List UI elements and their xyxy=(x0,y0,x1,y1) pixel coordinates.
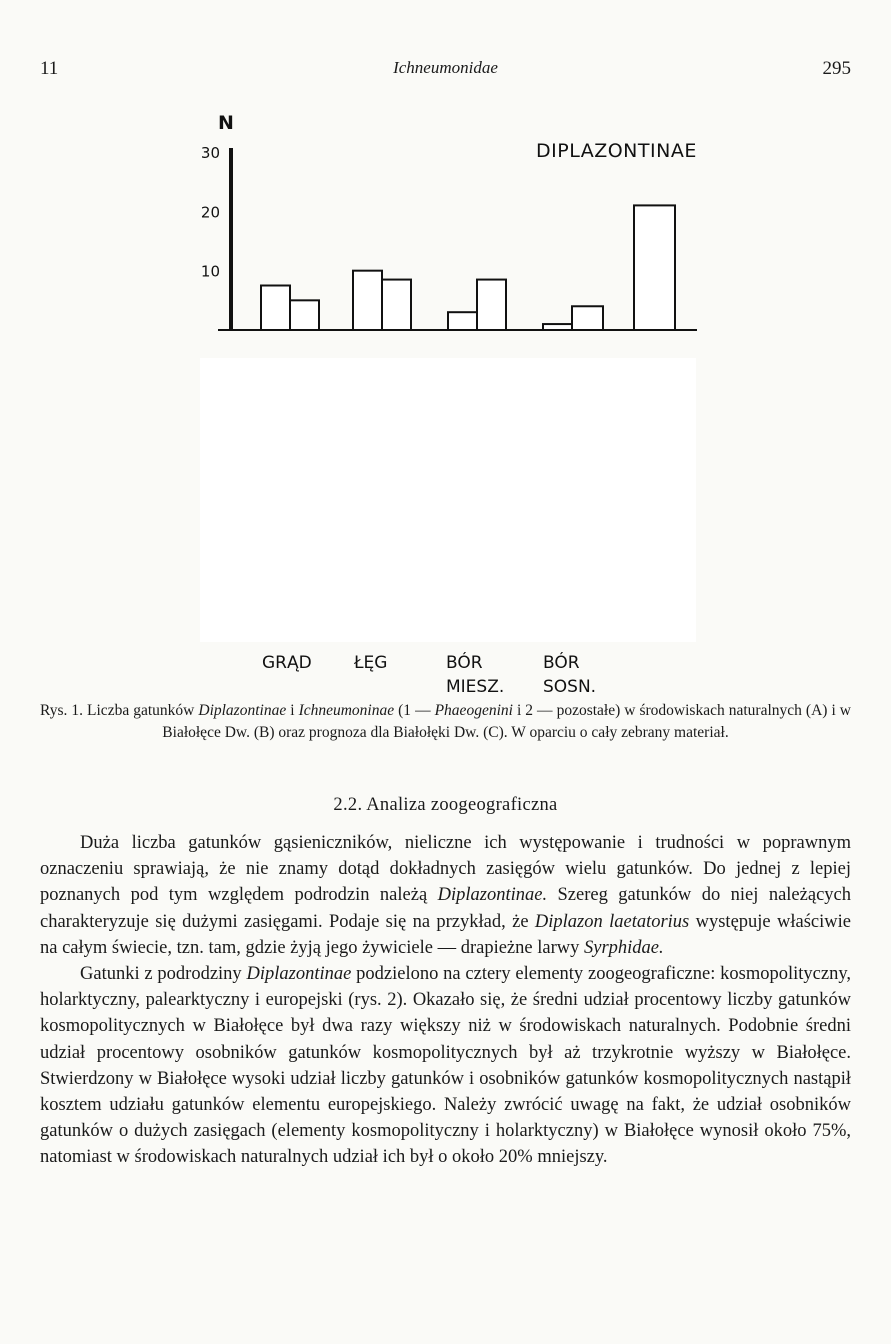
p1-taxon-syrphidae: Syrphidae. xyxy=(583,937,664,958)
caption-taxon-ichneumoninae: Ichneumoninae xyxy=(298,702,395,719)
y-tick-label: 20 xyxy=(200,203,220,222)
chart-title: DIPLAZONTINAE xyxy=(536,140,697,162)
p1-text-2: Szereg gatunków do niej należących charakteryzuje się dużymi zasięgami. Podaje się na przykład, że xyxy=(40,885,851,932)
p1-species-diplazon: Diplazon laetatorius xyxy=(534,911,690,932)
paragraph-1 xyxy=(40,830,851,961)
category-label: GRĄD xyxy=(262,653,312,673)
bar xyxy=(477,280,506,330)
section-title: 2.2. Analiza zoogeograficzna xyxy=(333,795,558,815)
bar xyxy=(382,280,411,330)
category-label: BÓR xyxy=(446,653,483,673)
bar xyxy=(353,271,382,330)
category-label: BÓR xyxy=(543,653,580,673)
blank-figure-panel xyxy=(200,358,696,642)
bar xyxy=(290,300,319,330)
bar xyxy=(261,286,290,331)
p2-taxon-diplazontinae: Diplazontinae xyxy=(246,964,352,985)
paragraph-2 xyxy=(40,961,851,1171)
y-tick-label: 30 xyxy=(200,144,220,162)
body-text xyxy=(40,830,851,1171)
category-label: MIESZ. xyxy=(446,677,505,697)
bar xyxy=(543,324,572,330)
caption-mid2: (1 — xyxy=(394,702,435,719)
bar xyxy=(572,306,603,330)
category-label: ŁĘG xyxy=(354,653,388,673)
bar xyxy=(634,205,675,330)
page-number: 295 xyxy=(822,58,851,79)
caption-taxon-diplazontinae: Diplazontinae xyxy=(198,702,287,719)
caption-taxon-phaeogenini: Phaeogenini xyxy=(434,702,513,719)
category-label: SOSN. xyxy=(543,677,597,697)
caption-mid1: i xyxy=(286,702,299,719)
caption-prefix: Rys. 1. Liczba gatunków xyxy=(40,702,199,719)
bar xyxy=(448,312,477,330)
p1-taxon-diplazontinae: Diplazontinae. xyxy=(437,885,548,906)
caption-rest: i 2 — pozostałe) w środowiskach naturalnych (A) i w Białołęce Dw. (B) oraz prognoza dla Białołęki Dw. (C). W oparciu o cały zebrany materiał. xyxy=(162,702,851,741)
chapter-number: 11 xyxy=(40,58,59,79)
running-title: Ichneumonidae xyxy=(393,58,498,77)
p2-text-1: Gatunki z podrodziny xyxy=(80,964,247,985)
y-axis-label: N xyxy=(218,112,234,134)
p1-text-1: Duża liczba gatunków gąsieniczników, nieliczne ich występowanie i trudności w poprawnym oznaczeniu sprawiają, że nie znamy dotąd dokładnych zasięgów wielu gatunków. Do jednej z lepiej poznanych pod tym względem podrodzin należą xyxy=(40,833,851,906)
y-tick-label: 10 xyxy=(200,262,220,281)
p1-text-3: występuje właściwie na całym świecie, tzn. tam, gdzie żyją jego żywiciele — drapieżne larwy xyxy=(40,911,851,958)
p2-text-2: podzielono na cztery elementy zoogeograficzne: kosmopolityczny, holarktyczny, palearktyczny i europejski (rys. 2). Okazało się, że średni udział procentowy liczby gatunków kosmopolitycznych w Białołęce był dwa razy większy niż w środowiskach naturalnych. Podobnie średni udział procentowy osobników gatunków kosmopolitycznych był aż trzykrotnie wyższy w Białołęce. Stwierdzony w Białołęce wysoki udział liczby gatunków i osobników gatunków kosmopolitycznych nastąpił kosztem udziału gatunków elementu europejskiego. Należy zwrócić uwagę na fakt, że udział osobników gatunków o dużych zasięgach (elementy kosmopolityczny i holarktyczny) w Białołęce wynosił około 75%, natomiast w środowiskach naturalnych udział ich był o około 20% mniejszy. xyxy=(40,964,852,1168)
figure-caption xyxy=(40,700,851,744)
